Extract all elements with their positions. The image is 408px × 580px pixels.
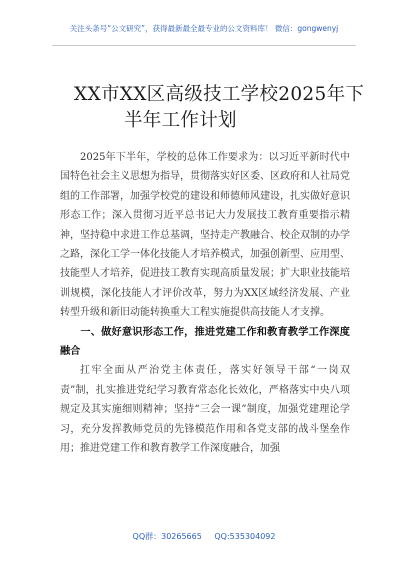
document-title	[60, 82, 368, 134]
intro-paragraph: 2025年下半年，学校的总体工作要求为：以习近平新时代中国特色社会主义思想为指导，贯彻落实好区委、区政府和人社局党组的工作部署，加强学校党的建设和师德师风建设，扎实做好意识形态工作；深入贯彻习近平总书记大力发展技工教育重要指示精神，坚持稳中求进工作总基调，坚持走产教融合、校企双制的办学之路，深化工学一体化技能人才培养模式，加强创新型、应用型、技能型人才培养，促进技工教育实现高质量发展；扩大职业技能培训规模，深化技能人才评价改革，努力为XX区域经济发展、产业转型升级和新旧动能转换重大工程实施提供高技能人才支撑。	[60, 152, 350, 319]
section-1-heading: 一、做好意识形态工作，推进党建工作和教育教学工作深度融合	[60, 325, 350, 358]
title-line-1: XX市XX区高级技工学校2025年下	[74, 84, 365, 105]
footer-qq-contact: QQ:535304092	[214, 532, 276, 541]
document-body	[60, 148, 350, 459]
header-divider	[52, 45, 356, 46]
footer-qq-group: QQ群：30265665	[132, 532, 202, 541]
section-1-paragraph: 扛牢全面从严治党主体责任，落实好领导干部“一岗双责”制，扎实推进党纪学习教育常态化长效化，严格落实中央八项规定及其实施细则精神；坚持“三会一课”制度，加强党建理论学习，充分发挥教师党员的先锋模范作用和各党支部的战斗堡垒作用；推进党建工作和教育教学工作深度融合，加强	[60, 365, 350, 455]
header-promo-note: 关注头条号“公文研究”，获得最新最全最专业的公文资料库！ 微信：gongwenyj	[69, 24, 339, 33]
footer	[0, 531, 408, 542]
title-line-2: 半年工作计划	[124, 110, 237, 131]
